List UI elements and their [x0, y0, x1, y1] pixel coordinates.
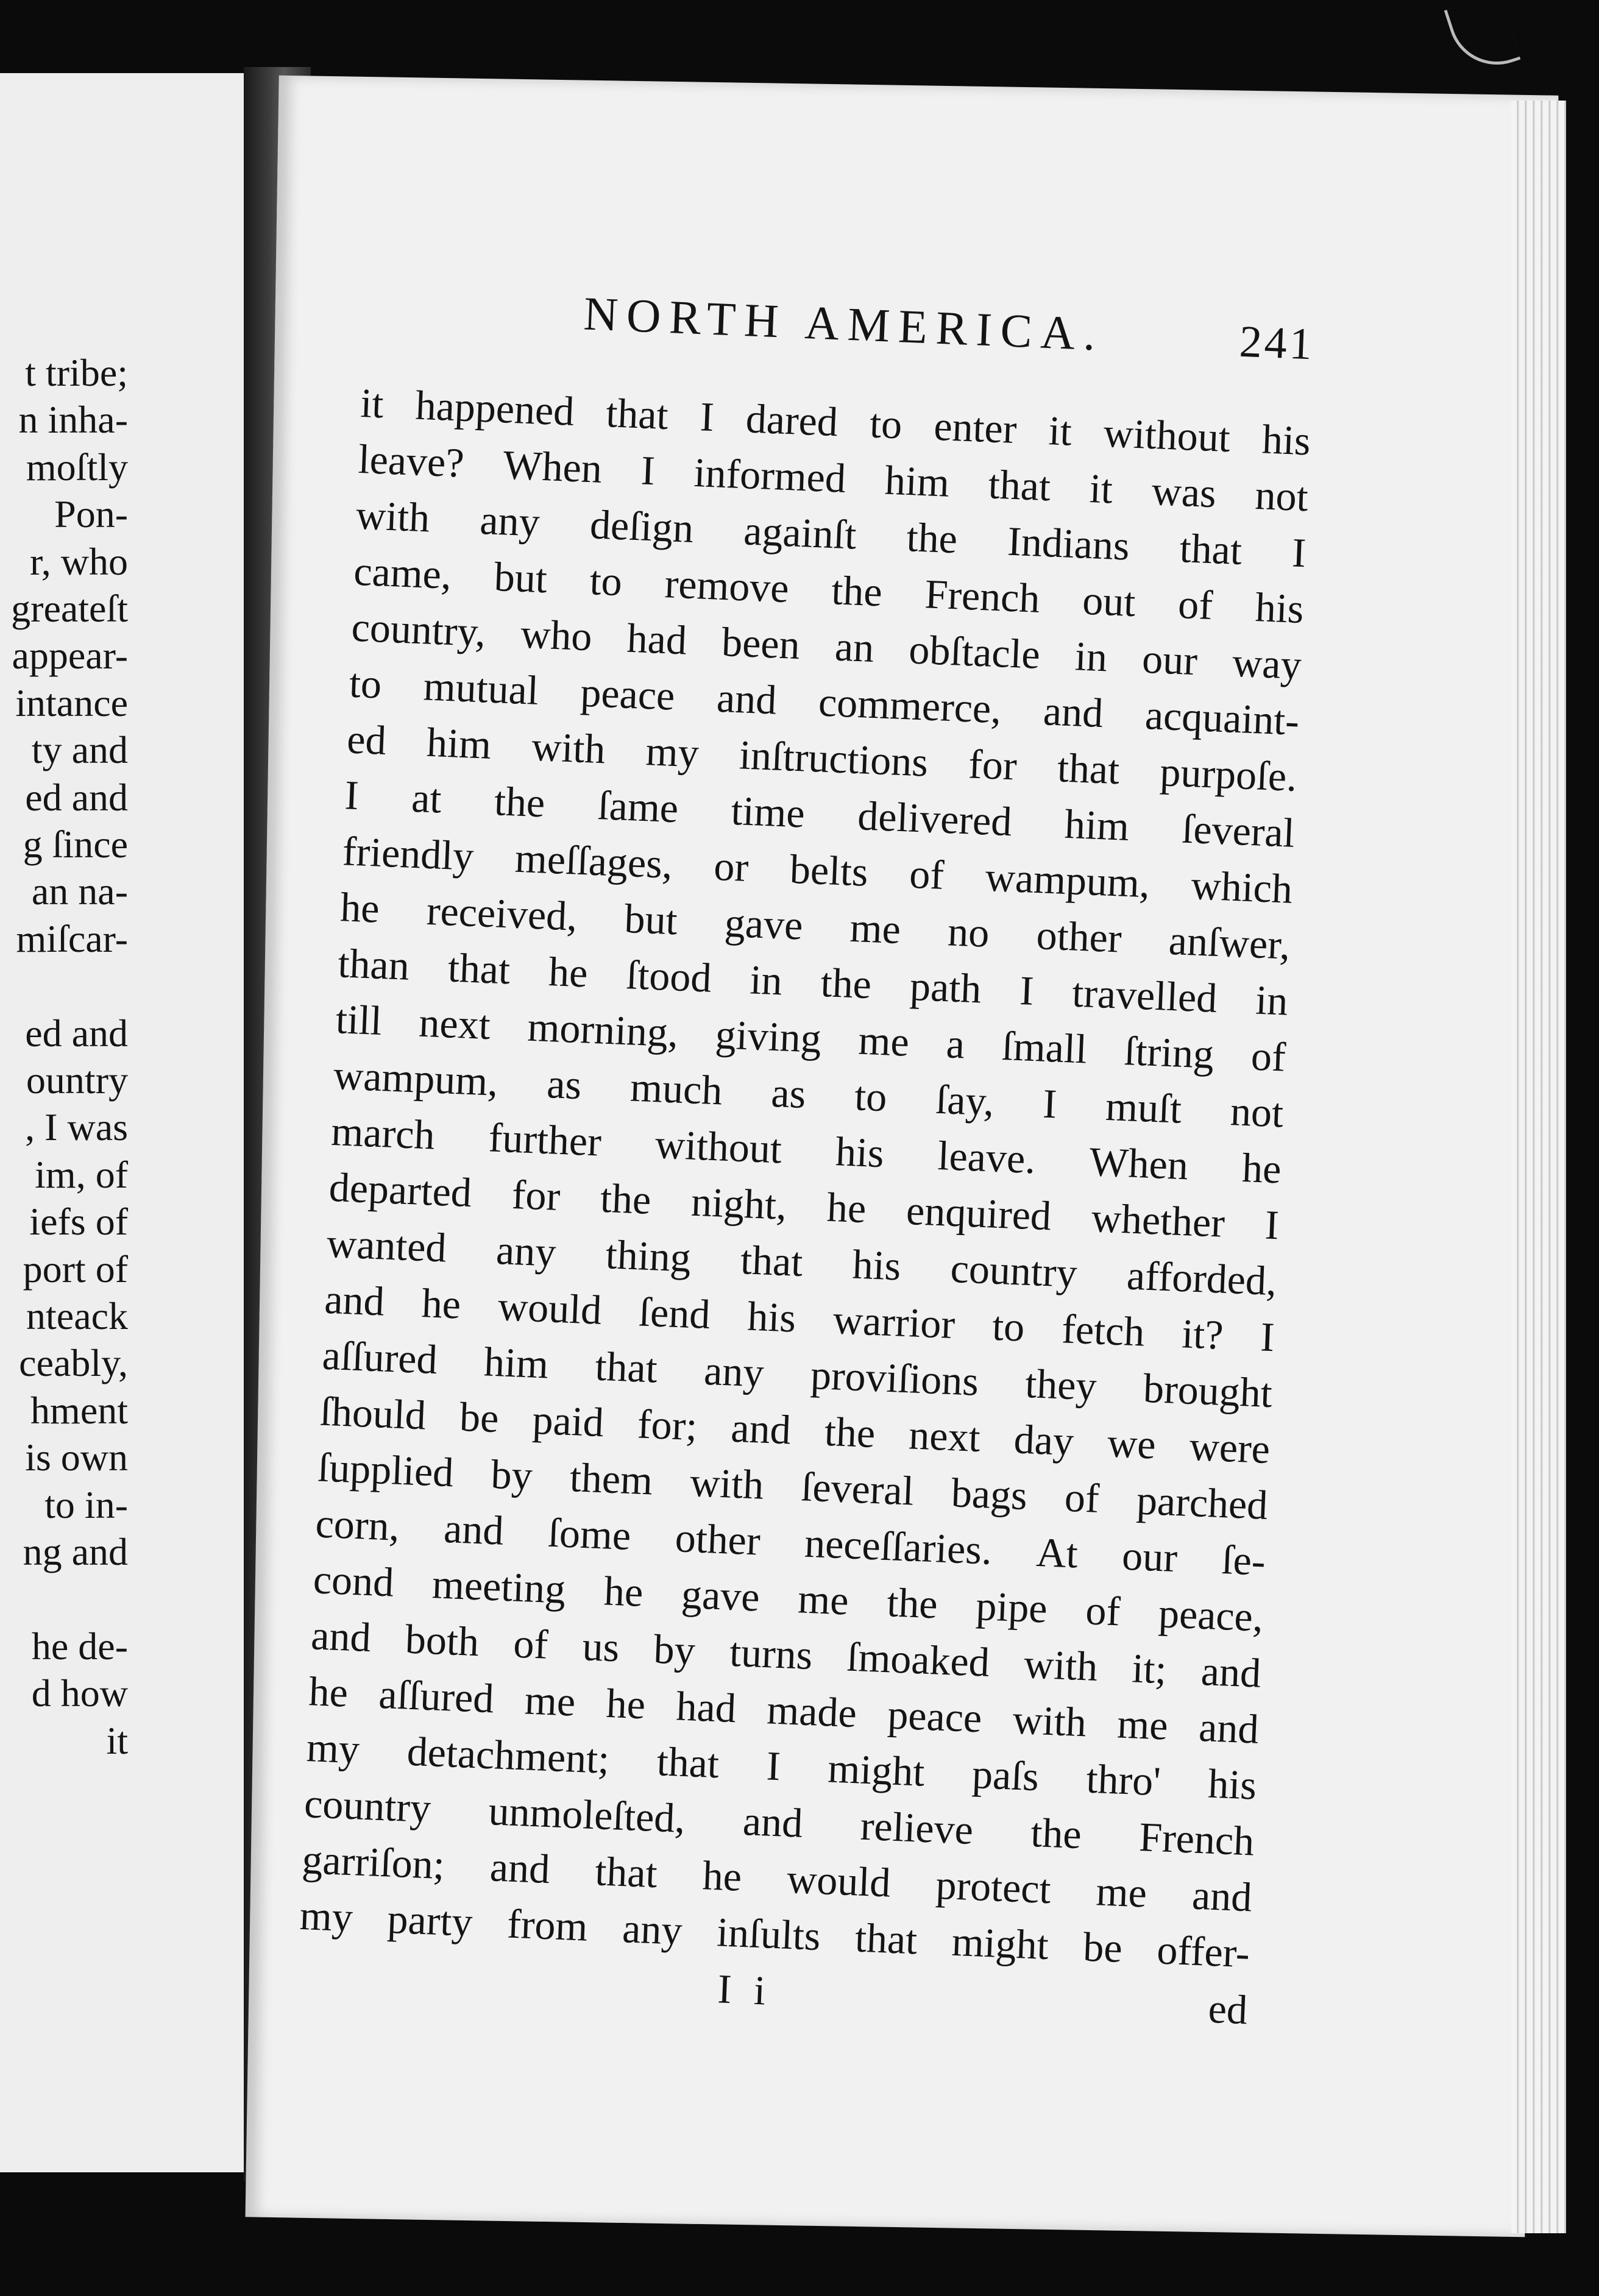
left-page-line: miſcar-: [16, 916, 128, 960]
left-page-line: port of: [23, 1247, 128, 1291]
left-page-line: ng and: [23, 1530, 128, 1573]
left-page-line: he de-: [31, 1624, 128, 1668]
body-line: came, but to remove the French out of his: [353, 547, 1305, 632]
left-page-line: Pon-: [54, 492, 128, 536]
left-page-line: ed and: [25, 1011, 128, 1055]
body-line: cond meeting he gave me the pipe of peace,: [312, 1556, 1264, 1640]
left-page-line: ceably,: [19, 1341, 128, 1385]
catchword: ed: [1207, 1985, 1249, 2033]
body-line: ſupplied by them with ſeveral bags of parched: [317, 1444, 1269, 1528]
left-page-line: moſtly: [26, 445, 128, 489]
body-line: it happened that I dared to enter it without his: [360, 379, 1311, 464]
body-line: my detachment; that I might paſs thro' his: [305, 1724, 1258, 1809]
body-line: ſhould be paid for; and the next day we were: [319, 1387, 1271, 1473]
left-page-line: appear-: [12, 634, 128, 678]
body-line: garriſon; and that he would protect me and: [301, 1835, 1253, 1921]
signature-mark: I i: [717, 1965, 773, 2014]
body-line: and both of us by turns ſmoaked with it; and: [310, 1612, 1262, 1696]
body-line: country, who had been an obſtacle in our way: [350, 603, 1303, 689]
body-line: leave? When I informed him that it was not: [357, 435, 1310, 520]
body-line: I at the ſame time delivered him ſeveral: [344, 771, 1296, 856]
body-line: wanted any thing that his country afforded,: [325, 1219, 1278, 1305]
left-page-line: it: [106, 1718, 128, 1762]
body-text: [299, 375, 1311, 1982]
body-line: friendly meſſages, or belts of wampum, which: [341, 827, 1294, 912]
page-text-block: [296, 277, 1316, 2047]
left-page-line: ountry: [26, 1058, 128, 1102]
body-line: corn, and ſome other neceſſaries. At our ſe-: [314, 1500, 1267, 1584]
left-page-line: nteack: [26, 1294, 128, 1338]
left-page-line: g ſince: [23, 823, 128, 866]
left-page-line: ed and: [25, 775, 128, 819]
left-page-line: is own: [25, 1436, 128, 1479]
left-page-line: intance: [15, 681, 128, 725]
left-page-line: t tribe;: [25, 351, 128, 394]
left-page-line: iefs of: [29, 1200, 128, 1244]
body-line: country unmoleſted, and relieve the French: [303, 1780, 1255, 1865]
body-line: with any deſign againſt the Indians that I: [355, 491, 1307, 576]
left-page-line: n inha-: [18, 398, 128, 442]
body-line: my party from any inſults that might be offer-: [299, 1891, 1251, 1977]
left-page-line: ty and: [31, 728, 128, 772]
left-page-line: greateſt: [11, 587, 128, 630]
body-line: he received, but gave me no other anſwer,: [339, 884, 1291, 968]
left-facing-page: [0, 73, 244, 2172]
body-line: wampum, as much as to ſay, I muſt not: [332, 1051, 1285, 1136]
left-page-line: r, who: [30, 539, 128, 583]
body-line: till next morning, giving me a ſmall ſtring of: [335, 996, 1287, 1080]
left-page-line: to in-: [44, 1483, 128, 1526]
page-edges: [1511, 101, 1566, 2233]
body-line: ed him with my inſtructions for that purpoſe.: [346, 715, 1298, 800]
body-line: aſſured him that any proviſions they brought: [321, 1331, 1274, 1417]
body-line: he aſſured me he had made peace with me and: [308, 1668, 1260, 1752]
body-line: and he would ſend his warrior to fetch it? I: [324, 1275, 1275, 1361]
corner-mark: [1444, 0, 1521, 77]
left-page-line: hment: [30, 1388, 128, 1432]
left-page-line: an na-: [31, 870, 128, 913]
body-line: to mutual peace and commerce, and acquaint-: [348, 659, 1300, 745]
body-line: march further without his leave. When he: [330, 1107, 1282, 1192]
body-line: than that he ſtood in the path I travelled in: [337, 940, 1289, 1024]
left-page-line: im, of: [35, 1152, 128, 1196]
left-page-line: , I was: [25, 1105, 128, 1149]
body-line: departed for the night, he enquired whether I: [328, 1163, 1280, 1249]
left-page-line: d how: [31, 1671, 128, 1715]
running-head-title: NORTH AMERICA.: [583, 286, 1105, 361]
page-number: 241: [1238, 316, 1316, 370]
